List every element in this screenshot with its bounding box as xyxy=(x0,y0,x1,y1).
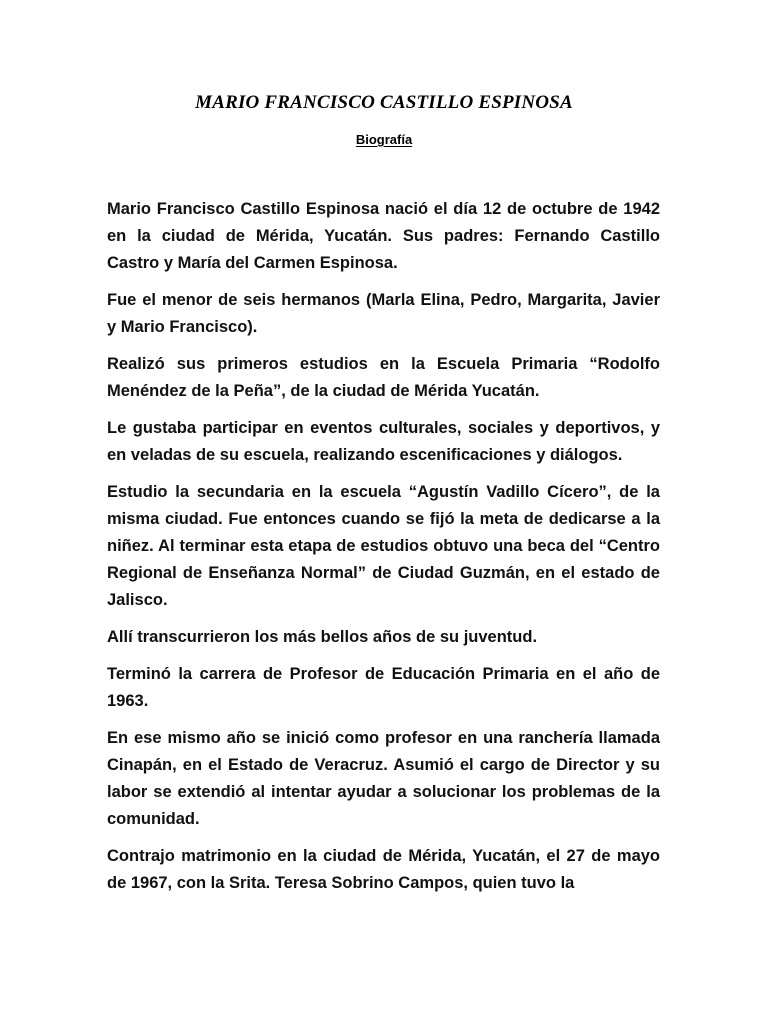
paragraph: Terminó la carrera de Profesor de Educación Primaria en el año de 1963. xyxy=(107,665,660,710)
paragraph: Mario Francisco Castillo Espinosa nació el día 12 de octubre de 1942 en la ciudad de Mérida, Yucatán. Sus padres: Fernando Castillo Castro y María del Carmen Espinosa. xyxy=(107,200,660,272)
paragraph: Contrajo matrimonio en la ciudad de Mérida, Yucatán, el 27 de mayo de 1967, con la Srita. Teresa Sobrino Campos, quien tuvo la xyxy=(107,847,660,892)
paragraph: Le gustaba participar en eventos culturales, sociales y deportivos, y en veladas de su escuela, realizando escenificaciones y diálogos. xyxy=(107,419,660,464)
paragraph: Estudio la secundaria en la escuela “Agustín Vadillo Cícero”, de la misma ciudad. Fue entonces cuando se fijó la meta de dedicarse a la niñez. Al terminar esta etapa de estudios obtuvo una beca del “Centro Regional de Enseñanza Normal” de Ciudad Guzmán, en el estado de Jalisco. xyxy=(107,483,660,609)
document-body xyxy=(107,196,660,907)
document-subtitle xyxy=(0,132,768,147)
paragraph: Fue el menor de seis hermanos (Marla Elina, Pedro, Margarita, Javier y Mario Francisco). xyxy=(107,291,660,336)
paragraph: En ese mismo año se inició como profesor en una ranchería llamada Cinapán, en el Estado de Veracruz. Asumió el cargo de Director y su labor se extendió al intentar ayudar a solucionar los problemas de la comunidad. xyxy=(107,729,660,828)
paragraph: Allí transcurrieron los más bellos años de su juventud. xyxy=(107,628,538,646)
document-subtitle-text: Biografía xyxy=(355,132,413,147)
paragraph: Realizó sus primeros estudios en la Escuela Primaria “Rodolfo Menéndez de la Peña”, de la ciudad de Mérida Yucatán. xyxy=(107,355,660,400)
document-title: MARIO FRANCISCO CASTILLO ESPINOSA xyxy=(195,92,573,113)
